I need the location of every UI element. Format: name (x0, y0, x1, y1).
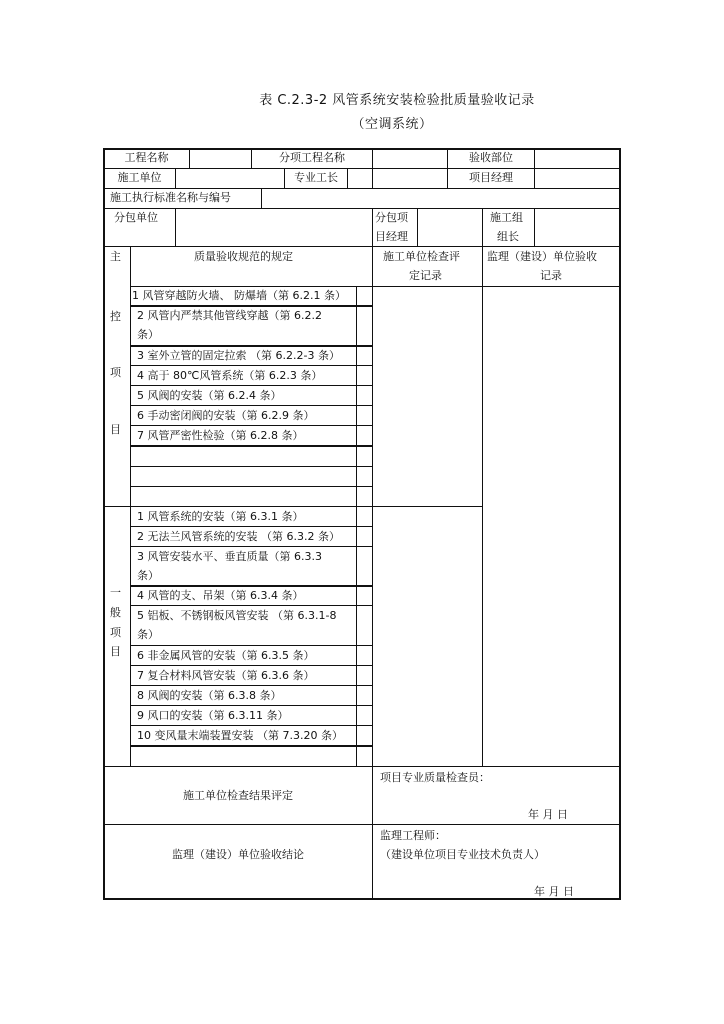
table-line (130, 445, 372, 447)
table-line (130, 305, 372, 307)
spec-column-header: 质量验收规范的规定 (194, 250, 293, 263)
main-item-5: 5 风阀的安装（第 6.2.4 条） (137, 389, 282, 402)
table-border (619, 148, 621, 900)
table-line (130, 526, 372, 527)
supervisor-date: 年 月 日 (534, 885, 574, 898)
main-item-6: 6 手动密闭阀的安装（第 6.2.9 条） (137, 409, 315, 422)
supervisor-eval-header: 监理（建设）单位验收 (487, 250, 597, 263)
table-line (130, 645, 372, 646)
general-item-3-cont: 条） (137, 569, 159, 582)
table-line (130, 425, 372, 426)
table-line (534, 148, 535, 188)
standard-name-label: 施工执行标准名称与编号 (110, 191, 231, 204)
sub-project-name-label: 分项工程名称 (279, 151, 345, 164)
general-item-10: 10 变风量末端装置安装 （第 7.3.20 条） (137, 729, 343, 742)
general-item-7: 7 复合材料风管安装（第 6.3.6 条） (137, 669, 315, 682)
table-line (130, 486, 372, 487)
project-name-label: 工程名称 (124, 151, 169, 164)
supervisor-eval-header-2: 记录 (540, 269, 562, 282)
table-line (534, 208, 535, 246)
general-items-label-char: 般 (110, 606, 121, 619)
table-line (175, 208, 176, 246)
table-line (372, 148, 373, 188)
general-item-1: 1 风管系统的安装（第 6.3.1 条） (137, 510, 304, 523)
professional-foreman-label: 专业工长 (294, 171, 338, 184)
general-item-8: 8 风阀的安装（第 6.3.8 条） (137, 689, 282, 702)
main-item-2: 2 风管内严禁其他管线穿越（第 6.2.2 (137, 309, 322, 322)
table-line (103, 208, 621, 209)
table-line (130, 286, 621, 287)
general-item-9: 9 风口的安装（第 6.3.11 条） (137, 709, 289, 722)
table-line (130, 405, 372, 406)
table-line (261, 188, 262, 208)
subcontract-manager-label: 分包项 (375, 211, 408, 224)
team-leader-label-2: 组长 (497, 230, 519, 243)
main-item-3: 3 室外立管的固定拉索 （第 6.2.2-3 条） (137, 349, 340, 362)
table-line (103, 506, 482, 507)
table-line (130, 665, 372, 666)
table-line (175, 168, 176, 188)
table-line (347, 168, 348, 188)
quality-inspector-label: 项目专业质量检查员： (380, 771, 490, 784)
main-item-1: 1 风管穿越防火墙、 防爆墙（第 6.2.1 条） (132, 289, 346, 302)
supervisor-result-label: 监理（建设）单位验收结论 (172, 848, 304, 861)
table-line (103, 766, 621, 767)
construction-unit-label: 施工单位 (117, 171, 162, 184)
table-line (482, 246, 483, 766)
general-items-label-char: 一 (110, 586, 121, 599)
table-line (130, 385, 372, 386)
table-line (103, 246, 621, 247)
table-line (189, 148, 190, 168)
acceptance-part-label: 验收部位 (469, 151, 513, 164)
table-line (372, 208, 373, 246)
table-line (417, 208, 418, 246)
main-items-label-char: 主 (110, 250, 121, 263)
general-items-label-char: 目 (110, 645, 121, 658)
general-item-5-cont: 条） (137, 628, 159, 641)
general-items-label-char: 项 (110, 626, 121, 639)
table-line (130, 546, 372, 547)
main-items-label-char: 目 (110, 423, 121, 436)
general-item-2: 2 无法兰风管系统的安装 （第 6.3.2 条） (137, 530, 340, 543)
project-manager-label: 项目经理 (469, 171, 513, 184)
table-border (103, 148, 105, 900)
owner-representative-label: （建设单位项目专业技术负责人） (380, 848, 545, 861)
table-line (103, 188, 621, 189)
table-line (130, 585, 372, 587)
team-leader-label: 施工组 (490, 211, 523, 224)
table-line (130, 745, 372, 747)
title-line-2: （空调系统） (351, 117, 433, 132)
contractor-result-label: 施工单位检查结果评定 (183, 789, 293, 802)
table-line (103, 168, 621, 169)
contractor-date: 年 月 日 (528, 808, 568, 821)
general-item-4: 4 风管的支、吊架（第 6.3.4 条） (137, 589, 304, 602)
table-line (372, 246, 373, 898)
title-line-1: 表 C.2.3-2 风管系统安装检验批质量验收记录 (259, 93, 535, 108)
general-item-6: 6 非金属风管的安装（第 6.3.5 条） (137, 649, 315, 662)
table-line (482, 208, 483, 246)
table-line (130, 705, 372, 706)
table-line (103, 824, 621, 825)
general-item-5: 5 铝板、不锈钢板风管安装 （第 6.3.1-8 (137, 609, 337, 622)
table-line (130, 725, 372, 726)
table-line (130, 605, 372, 606)
main-item-2-cont: 条） (137, 328, 159, 341)
main-items-label-char: 控 (110, 310, 121, 323)
subcontract-unit-label: 分包单位 (114, 211, 158, 224)
general-item-3: 3 风管安装水平、垂直质量（第 6.3.3 (137, 550, 322, 563)
table-line (130, 345, 372, 347)
main-items-label-char: 项 (110, 366, 121, 379)
main-item-4: 4 高于 80℃风管系统（第 6.2.3 条） (137, 369, 323, 382)
supervising-engineer-label: 监理工程师： (380, 829, 446, 842)
contractor-eval-header: 施工单位检查评 (383, 250, 460, 263)
subcontract-manager-label-2: 目经理 (375, 230, 408, 243)
table-line (130, 466, 372, 467)
table-line (130, 365, 372, 366)
contractor-eval-header-2: 定记录 (409, 269, 442, 282)
table-line (130, 685, 372, 686)
table-border (103, 148, 621, 150)
main-item-7: 7 风管严密性检验（第 6.2.8 条） (137, 429, 304, 442)
